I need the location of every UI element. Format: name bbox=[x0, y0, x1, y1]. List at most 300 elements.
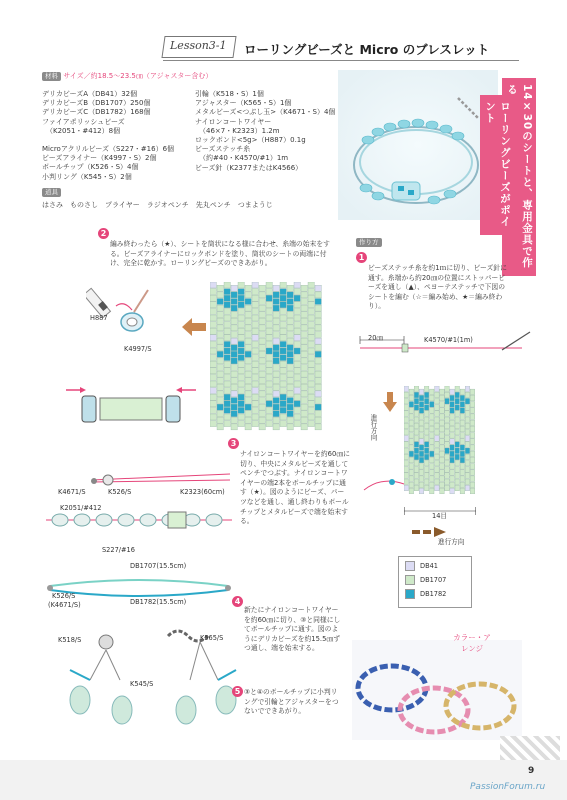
bead-cell bbox=[460, 464, 465, 470]
step5-text: ③と④のボールチップに小判リングで引輪とアジャスターをつないでできあがり。 bbox=[244, 688, 339, 716]
bead-cell bbox=[273, 365, 279, 371]
bead-cell bbox=[315, 391, 321, 397]
bead-cell bbox=[404, 398, 409, 404]
bead-cell bbox=[294, 394, 300, 400]
bead-cell bbox=[424, 448, 429, 454]
bead-cell bbox=[280, 322, 286, 328]
bead-cell bbox=[308, 341, 314, 347]
bead-cell bbox=[455, 442, 460, 448]
bead-cell bbox=[259, 384, 265, 390]
bead-cell bbox=[238, 368, 244, 374]
material-item: （約#40・K4570/#1）1m bbox=[199, 154, 289, 163]
bead-cell bbox=[217, 358, 223, 364]
bead-cell bbox=[430, 476, 435, 482]
bead-cell bbox=[245, 312, 251, 318]
bead-cell bbox=[231, 292, 237, 298]
materials-section bbox=[42, 72, 342, 81]
bead-cell bbox=[315, 305, 321, 311]
bead-cell bbox=[238, 322, 244, 328]
bead-cell bbox=[238, 328, 244, 334]
bead-cell bbox=[315, 411, 321, 417]
bead-cell bbox=[470, 457, 475, 463]
bead-cell bbox=[217, 312, 223, 318]
bead-cell bbox=[470, 389, 475, 395]
legend-db1782 bbox=[405, 589, 471, 599]
step3-text: ナイロンコートワイヤーを約60㎝に切り、中央にメタルビーズを通してペンチでつぶす。ナイロンコートワイヤーの端2本をボールチップに通す（★）。図のようにビーズ、パーツなどを通し、通し終わりもボールチップとメタルビーズで端を始末する。 bbox=[240, 450, 350, 526]
bead-cell bbox=[450, 420, 455, 426]
bead-cell bbox=[273, 285, 279, 291]
bead-cell bbox=[435, 479, 440, 485]
bead-cell bbox=[217, 424, 223, 430]
bead-cell bbox=[273, 384, 279, 390]
bead-cell bbox=[252, 401, 258, 407]
bead-cell bbox=[315, 312, 321, 318]
bead-cell bbox=[231, 365, 237, 371]
bead-cell bbox=[424, 405, 429, 411]
bead-cell bbox=[287, 365, 293, 371]
bead-cell bbox=[238, 335, 244, 341]
bead-cell bbox=[455, 460, 460, 466]
bead-cell bbox=[287, 398, 293, 404]
bead-cell bbox=[266, 388, 272, 394]
bead-cell bbox=[445, 429, 450, 435]
bead-cell bbox=[287, 299, 293, 305]
bead-cell bbox=[419, 476, 424, 482]
bead-cell bbox=[217, 384, 223, 390]
bead-cell bbox=[419, 464, 424, 470]
bead-cell bbox=[238, 374, 244, 380]
bead-cell bbox=[273, 351, 279, 357]
bead-cell bbox=[430, 457, 435, 463]
bead-cell bbox=[245, 358, 251, 364]
bead-cell bbox=[301, 351, 307, 357]
bead-cell bbox=[470, 414, 475, 420]
bead-cell bbox=[245, 398, 251, 404]
bead-cell bbox=[465, 442, 470, 448]
bead-cell bbox=[259, 378, 265, 384]
bead-cell bbox=[414, 454, 419, 460]
bead-cell bbox=[440, 445, 445, 451]
bead-cell bbox=[231, 391, 237, 397]
bead-cell bbox=[450, 408, 455, 414]
bead-cell bbox=[465, 460, 470, 466]
bead-cell bbox=[315, 318, 321, 324]
bead-cell bbox=[231, 384, 237, 390]
label-k2051: K2051/#412 bbox=[60, 504, 102, 512]
bead-cell bbox=[460, 488, 465, 494]
bead-cell bbox=[440, 433, 445, 439]
bead-cell bbox=[460, 451, 465, 457]
bead-cell bbox=[424, 473, 429, 479]
bead-cell bbox=[409, 426, 414, 432]
bead-cell bbox=[259, 371, 265, 377]
bead-cell bbox=[280, 394, 286, 400]
bead-cell bbox=[280, 308, 286, 314]
strand-bead bbox=[118, 514, 134, 526]
bead-cell bbox=[419, 451, 424, 457]
bead-cell bbox=[465, 436, 470, 442]
bead-cell bbox=[470, 482, 475, 488]
bead-cell bbox=[445, 392, 450, 398]
label-k4671: K4671/S bbox=[58, 488, 86, 496]
bead-cell bbox=[273, 345, 279, 351]
bead-cell bbox=[231, 398, 237, 404]
color-arrange-label: カラー・アレンジ bbox=[453, 633, 491, 653]
bead-cell bbox=[238, 361, 244, 367]
bead-cell bbox=[273, 404, 279, 410]
bead-cell bbox=[266, 308, 272, 314]
bead-cell bbox=[308, 381, 314, 387]
bead-cell bbox=[404, 386, 409, 392]
bead-cell bbox=[455, 417, 460, 423]
bead-cell bbox=[231, 318, 237, 324]
legend-label: DB1707 bbox=[420, 576, 447, 584]
bead-cell bbox=[280, 302, 286, 308]
step5-number: 5 bbox=[232, 686, 243, 697]
label-db1707: DB1707(15.5cm) bbox=[130, 562, 187, 570]
bead-cell bbox=[224, 289, 230, 295]
label-k526: K526/S bbox=[108, 488, 132, 496]
bead-cell bbox=[280, 348, 286, 354]
bead-cell bbox=[259, 332, 265, 338]
bead-cell bbox=[252, 414, 258, 420]
bead-cell bbox=[450, 451, 455, 457]
bead-cell bbox=[224, 282, 230, 288]
bead-cell bbox=[273, 325, 279, 331]
bead-cell bbox=[470, 433, 475, 439]
bead-cell bbox=[455, 436, 460, 442]
materials-size: サイズ／約18.5〜23.5㎝（アジャスター含む） bbox=[63, 72, 213, 80]
bead-cell bbox=[414, 386, 419, 392]
bead-cell bbox=[409, 420, 414, 426]
bead-cell bbox=[450, 414, 455, 420]
bead-cell bbox=[315, 371, 321, 377]
label-k4671-2: (K4671/S) bbox=[48, 601, 81, 609]
bead-cell bbox=[266, 381, 272, 387]
bead-cell bbox=[210, 381, 216, 387]
bead-cell bbox=[440, 470, 445, 476]
bead-cell bbox=[252, 388, 258, 394]
bead-cell bbox=[465, 473, 470, 479]
bead-cell bbox=[252, 355, 258, 361]
bead-cell bbox=[252, 289, 258, 295]
bead-cell bbox=[238, 401, 244, 407]
bead-cell bbox=[424, 423, 429, 429]
bead-cell bbox=[404, 442, 409, 448]
bead-cell bbox=[238, 414, 244, 420]
bead-cell bbox=[435, 417, 440, 423]
bead-cell bbox=[266, 407, 272, 413]
bead-cell bbox=[217, 332, 223, 338]
materials-right bbox=[195, 90, 335, 173]
material-item: Microアクリルビーズ（S227・#16）6個 bbox=[42, 145, 175, 154]
bead-cell bbox=[280, 374, 286, 380]
bead-cell bbox=[287, 391, 293, 397]
bead-cell bbox=[210, 368, 216, 374]
bead-cell bbox=[301, 384, 307, 390]
swatch bbox=[405, 561, 415, 571]
bead-cell bbox=[460, 439, 465, 445]
material-item: デリカビーズB（DB1707）250個 bbox=[42, 99, 151, 108]
bead-cell bbox=[210, 394, 216, 400]
bead-cell bbox=[259, 365, 265, 371]
bead-cell bbox=[455, 454, 460, 460]
bead-cell bbox=[238, 282, 244, 288]
bead-cell bbox=[273, 299, 279, 305]
bead-cell bbox=[273, 417, 279, 423]
bead-cell bbox=[294, 361, 300, 367]
bead-cell bbox=[210, 401, 216, 407]
bead-cell bbox=[301, 338, 307, 344]
label-s227: S227/#16 bbox=[102, 546, 135, 554]
bead-cell bbox=[460, 457, 465, 463]
bead-cell bbox=[445, 386, 450, 392]
bead-cell bbox=[238, 302, 244, 308]
bead-cell bbox=[238, 308, 244, 314]
bead-cell bbox=[273, 424, 279, 430]
bead-cell bbox=[245, 299, 251, 305]
bead-cell bbox=[465, 479, 470, 485]
bead-cell bbox=[301, 358, 307, 364]
label-k518: K518/S bbox=[58, 636, 82, 644]
bead-cell bbox=[404, 448, 409, 454]
bead-cell bbox=[259, 305, 265, 311]
bead-cell bbox=[266, 322, 272, 328]
bead-cell bbox=[210, 322, 216, 328]
bead-cell bbox=[280, 401, 286, 407]
bead-cell bbox=[259, 411, 265, 417]
step3-number: 3 bbox=[228, 438, 239, 449]
rolling-bead-tube bbox=[66, 380, 196, 430]
bead-cell bbox=[470, 439, 475, 445]
bead-cell bbox=[294, 315, 300, 321]
bead-cell bbox=[280, 328, 286, 334]
bead-cell bbox=[252, 348, 258, 354]
bead-cell bbox=[465, 405, 470, 411]
strand-tube bbox=[168, 512, 186, 528]
bead-cell bbox=[308, 368, 314, 374]
bead-cell bbox=[419, 414, 424, 420]
bead-cell bbox=[231, 305, 237, 311]
bead-cell bbox=[287, 332, 293, 338]
bead-cell bbox=[450, 488, 455, 494]
bead-cell bbox=[455, 392, 460, 398]
bead-cell bbox=[287, 404, 293, 410]
bead-cell bbox=[445, 479, 450, 485]
bead-cell bbox=[301, 398, 307, 404]
bead-cell bbox=[465, 485, 470, 491]
bead-cell bbox=[404, 417, 409, 423]
bead-cell bbox=[217, 351, 223, 357]
bead-cell bbox=[445, 405, 450, 411]
bead-cell bbox=[301, 404, 307, 410]
bead-cell bbox=[210, 302, 216, 308]
arrow-left-icon bbox=[182, 318, 206, 340]
step4-text: 新たにナイロンコートワイヤーを約60㎝に切り、③と同様にしてボールチップに通す。図のようにデリカビーズを約15.5㎝ずつ通し、端を始末する。 bbox=[244, 606, 341, 653]
bead-cell bbox=[238, 407, 244, 413]
bead-cell bbox=[440, 408, 445, 414]
bead-cell bbox=[252, 282, 258, 288]
bead-cell bbox=[245, 391, 251, 397]
bead-cell bbox=[217, 391, 223, 397]
bead-cell bbox=[245, 305, 251, 311]
bead-cell bbox=[217, 299, 223, 305]
bead-cell bbox=[245, 404, 251, 410]
bead-cell bbox=[238, 355, 244, 361]
bead-cell bbox=[414, 448, 419, 454]
bead-cell bbox=[435, 405, 440, 411]
checker-decoration bbox=[500, 736, 560, 760]
bead-cell bbox=[252, 315, 258, 321]
bead-cell bbox=[435, 429, 440, 435]
bead-cell bbox=[414, 423, 419, 429]
bead-cell bbox=[465, 429, 470, 435]
bead-cell bbox=[424, 436, 429, 442]
bead-cell bbox=[308, 282, 314, 288]
bead-cell bbox=[252, 335, 258, 341]
bead-cell bbox=[273, 358, 279, 364]
bead-cell bbox=[470, 488, 475, 494]
feature-ribbon-2: ローリングビーズがポイント bbox=[480, 95, 514, 235]
bead-cell bbox=[294, 289, 300, 295]
bead-cell bbox=[210, 328, 216, 334]
bead-cell bbox=[273, 318, 279, 324]
bead-cell bbox=[465, 467, 470, 473]
bead-cell bbox=[259, 391, 265, 397]
bead-cell bbox=[419, 420, 424, 426]
bead-cell bbox=[245, 378, 251, 384]
legend-label: DB41 bbox=[420, 562, 438, 570]
bead-cell bbox=[259, 424, 265, 430]
bead-cell bbox=[315, 338, 321, 344]
bead-cell bbox=[287, 318, 293, 324]
bead-cell bbox=[419, 426, 424, 432]
bead-cell bbox=[404, 460, 409, 466]
bead-cell bbox=[294, 401, 300, 407]
tools-section bbox=[42, 188, 273, 210]
bead-cell bbox=[450, 402, 455, 408]
label-k565: K565/S bbox=[200, 634, 224, 642]
bead-cell bbox=[231, 358, 237, 364]
direction-vertical: 進行方向 bbox=[369, 414, 377, 441]
bead-cell bbox=[414, 442, 419, 448]
bead-cell bbox=[210, 282, 216, 288]
bead-cell bbox=[287, 371, 293, 377]
bead-cell bbox=[404, 392, 409, 398]
bead-cell bbox=[409, 445, 414, 451]
bead-cell bbox=[414, 467, 419, 473]
step1-text: ビーズステッチ糸を約1ｍに切り、ビーズ針に通す。糸端から約20㎝の位置にストッパービーズを通し（▲）、ペヨーテステッチで下図のシートを編む（☆＝編み始め、★＝編み終わり）。 bbox=[368, 264, 507, 311]
label-k2323: K2323(60cm) bbox=[180, 488, 225, 496]
bead-cell bbox=[280, 335, 286, 341]
bead-cell bbox=[419, 470, 424, 476]
bead-cell bbox=[224, 295, 230, 301]
bead-cell bbox=[287, 305, 293, 311]
bead-cell bbox=[294, 368, 300, 374]
bead-cell bbox=[224, 368, 230, 374]
bead-cell bbox=[460, 445, 465, 451]
bead-cell bbox=[245, 351, 251, 357]
bead-cell bbox=[435, 460, 440, 466]
bead-cell bbox=[435, 386, 440, 392]
bead-cell bbox=[238, 381, 244, 387]
bead-cell bbox=[259, 299, 265, 305]
material-item: ボールチップ（K526・S）4個 bbox=[42, 163, 139, 172]
bead-cell bbox=[224, 381, 230, 387]
bead-cell bbox=[266, 374, 272, 380]
bead-cell bbox=[308, 295, 314, 301]
bead-cell bbox=[266, 289, 272, 295]
bead-cell bbox=[217, 318, 223, 324]
bead-cell bbox=[445, 460, 450, 466]
bead-cell bbox=[266, 414, 272, 420]
bead-cell bbox=[287, 358, 293, 364]
bead-cell bbox=[245, 338, 251, 344]
bead-cell bbox=[404, 405, 409, 411]
bead-cell bbox=[435, 473, 440, 479]
bead-cell bbox=[231, 404, 237, 410]
start-thread bbox=[360, 470, 410, 504]
bead-cell bbox=[455, 467, 460, 473]
bead-cell bbox=[460, 420, 465, 426]
bead-cell bbox=[301, 411, 307, 417]
bead-cell bbox=[450, 445, 455, 451]
bead-cell bbox=[450, 439, 455, 445]
bead-cell bbox=[266, 421, 272, 427]
bead-cell bbox=[470, 470, 475, 476]
bead-cell bbox=[273, 305, 279, 311]
bead-cell bbox=[440, 395, 445, 401]
bead-cell bbox=[308, 308, 314, 314]
bead-cell bbox=[294, 407, 300, 413]
bead-cell bbox=[470, 464, 475, 470]
bead-cell bbox=[266, 341, 272, 347]
page-number: 9 bbox=[528, 766, 535, 776]
bead-cell bbox=[287, 338, 293, 344]
bead-cell bbox=[252, 295, 258, 301]
bead-cell bbox=[419, 445, 424, 451]
dim-20cm: 20㎝ bbox=[368, 334, 383, 342]
bead-cell bbox=[440, 488, 445, 494]
bead-cell bbox=[266, 355, 272, 361]
bead-cell bbox=[419, 457, 424, 463]
bead-cell bbox=[301, 332, 307, 338]
bead-cell bbox=[280, 289, 286, 295]
bead-cell bbox=[308, 302, 314, 308]
bead-cell bbox=[404, 454, 409, 460]
bead-cell bbox=[273, 292, 279, 298]
bead-cell bbox=[308, 335, 314, 341]
bead-cell bbox=[280, 388, 286, 394]
bead-cell bbox=[266, 328, 272, 334]
bead-cell bbox=[308, 289, 314, 295]
bead-cell bbox=[470, 426, 475, 432]
bead-cell bbox=[419, 488, 424, 494]
bead-cell bbox=[217, 345, 223, 351]
bead-cell bbox=[414, 479, 419, 485]
bead-cell bbox=[435, 448, 440, 454]
bead-cell bbox=[414, 405, 419, 411]
bead-cell bbox=[245, 365, 251, 371]
bead-cell bbox=[409, 457, 414, 463]
feature-ribbon-1: 14×30のシートと、専用金具で作る bbox=[502, 78, 536, 276]
label-db1782: DB1782(15.5cm) bbox=[130, 598, 187, 606]
bead-cell bbox=[210, 414, 216, 420]
bead-cell bbox=[259, 312, 265, 318]
material-item: ビーズアライナー（K4997・S）2個 bbox=[42, 154, 157, 163]
bead-cell bbox=[294, 322, 300, 328]
bead-cell bbox=[273, 338, 279, 344]
